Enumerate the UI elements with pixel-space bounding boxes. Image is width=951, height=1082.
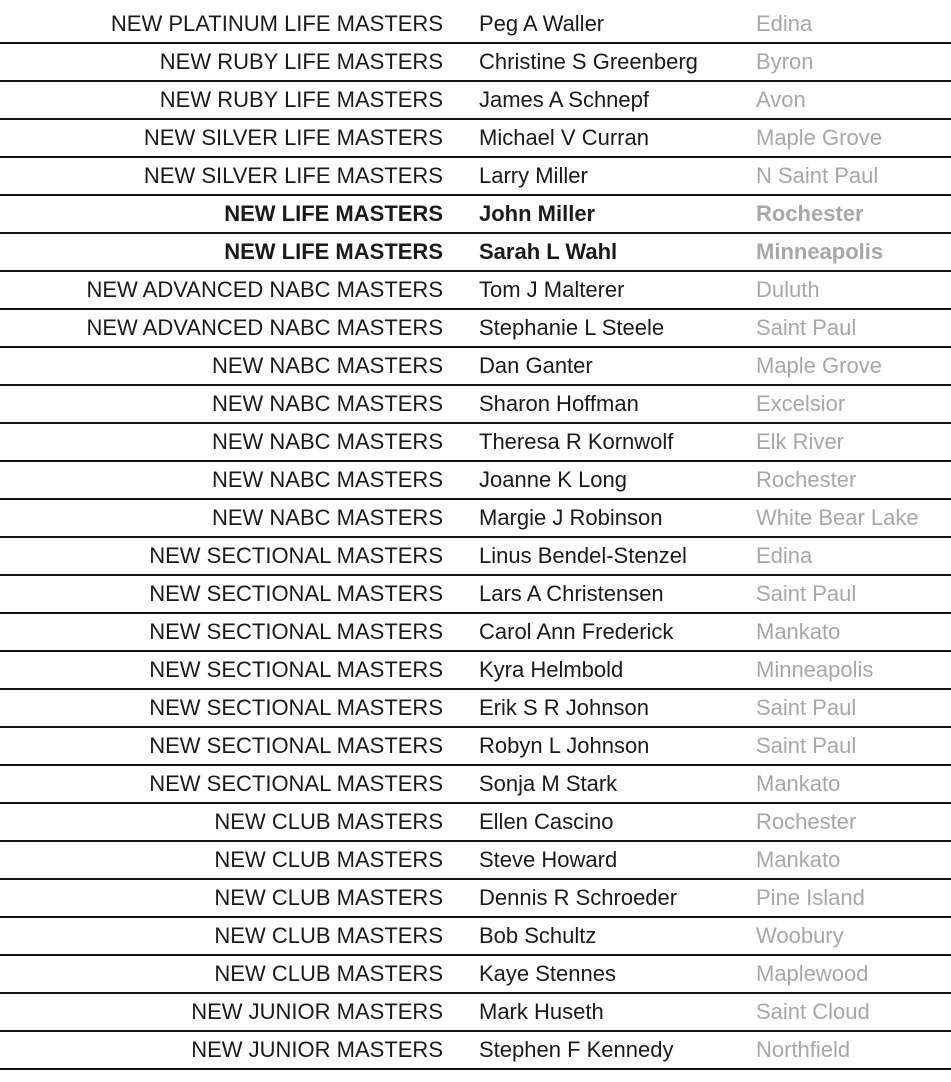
table-row <box>0 690 951 728</box>
rank-cell: NEW SECTIONAL MASTERS <box>149 733 443 758</box>
player-name-cell: Dennis R Schroeder <box>479 885 678 910</box>
player-name-cell: Christine S Greenberg <box>479 49 698 74</box>
city-cell: Mankato <box>756 847 841 872</box>
table-row <box>0 538 951 576</box>
city-cell: Mankato <box>756 771 841 796</box>
player-name-cell: Ellen Cascino <box>479 809 614 834</box>
city-cell: Mankato <box>756 619 841 644</box>
rank-cell: NEW SECTIONAL MASTERS <box>149 657 443 682</box>
table-row <box>0 1032 951 1070</box>
city-cell: Minneapolis <box>756 239 884 264</box>
player-name-cell: Carol Ann Frederick <box>479 619 674 644</box>
rank-cell: NEW SILVER LIFE MASTERS <box>143 163 443 188</box>
table-row <box>0 804 951 842</box>
player-name-cell: Margie J Robinson <box>479 505 663 530</box>
rank-cell: NEW CLUB MASTERS <box>214 809 443 834</box>
city-cell: Pine Island <box>756 885 865 910</box>
player-name-cell: Kyra Helmbold <box>479 657 624 682</box>
table-row <box>0 272 951 310</box>
city-cell: Duluth <box>756 277 820 302</box>
player-name-cell: Dan Ganter <box>479 353 593 378</box>
rank-cell: NEW RUBY LIFE MASTERS <box>159 87 443 112</box>
player-name-cell: Mark Huseth <box>479 999 604 1024</box>
rank-cell: NEW SECTIONAL MASTERS <box>149 771 443 796</box>
city-cell: Maplewood <box>756 961 869 986</box>
city-cell: Excelsior <box>756 391 846 416</box>
table-row <box>0 82 951 120</box>
table-row <box>0 652 951 690</box>
city-cell: Byron <box>756 49 814 74</box>
table-row <box>0 424 951 462</box>
table-row <box>0 158 951 196</box>
player-name-cell: Erik S R Johnson <box>479 695 649 720</box>
rank-cell: NEW SILVER LIFE MASTERS <box>143 125 443 150</box>
city-cell: Rochester <box>756 467 857 492</box>
rank-cell: NEW SECTIONAL MASTERS <box>149 695 443 720</box>
table-row <box>0 44 951 82</box>
player-name-cell: Sharon Hoffman <box>479 391 639 416</box>
table-row <box>0 462 951 500</box>
city-cell: Northfield <box>756 1037 851 1062</box>
rank-cell: NEW NABC MASTERS <box>211 467 443 492</box>
player-name-cell: Larry Miller <box>479 163 588 188</box>
rank-cell: NEW ADVANCED NABC MASTERS <box>86 315 443 340</box>
city-cell: Saint Paul <box>756 733 857 758</box>
city-cell: Elk River <box>756 429 845 454</box>
city-cell: Edina <box>756 11 813 36</box>
city-cell: White Bear Lake <box>756 505 919 530</box>
city-cell: N Saint Paul <box>756 163 879 188</box>
player-name-cell: Tom J Malterer <box>479 277 625 302</box>
city-cell: Saint Paul <box>756 695 857 720</box>
city-cell: Saint Paul <box>756 315 857 340</box>
table-row <box>0 576 951 614</box>
city-cell: Edina <box>756 543 813 568</box>
rank-cell: NEW JUNIOR MASTERS <box>191 999 443 1024</box>
city-cell: Rochester <box>756 201 864 226</box>
rank-cell: NEW SECTIONAL MASTERS <box>149 543 443 568</box>
player-name-cell: Sarah L Wahl <box>479 239 618 264</box>
table-row <box>0 766 951 804</box>
city-cell: Avon <box>756 87 806 112</box>
player-name-cell: Stephanie L Steele <box>479 315 665 340</box>
rank-cell: NEW ADVANCED NABC MASTERS <box>86 277 443 302</box>
player-name-cell: Lars A Christensen <box>479 581 664 606</box>
player-name-cell: John Miller <box>479 201 596 226</box>
player-name-cell: Theresa R Kornwolf <box>479 429 674 454</box>
rank-cell: NEW PLATINUM LIFE MASTERS <box>110 11 443 36</box>
table-row <box>0 348 951 386</box>
player-name-cell: Michael V Curran <box>479 125 649 150</box>
table-row <box>0 500 951 538</box>
city-cell: Saint Cloud <box>756 999 870 1024</box>
player-name-cell: Stephen F Kennedy <box>479 1037 674 1062</box>
player-name-cell: Sonja M Stark <box>479 771 618 796</box>
city-cell: Minneapolis <box>756 657 874 682</box>
table-row <box>0 728 951 766</box>
city-cell: Maple Grove <box>756 125 882 150</box>
table-row <box>0 234 951 272</box>
table-row <box>0 994 951 1032</box>
rank-cell: NEW RUBY LIFE MASTERS <box>159 49 443 74</box>
city-cell: Rochester <box>756 809 857 834</box>
rank-cell: NEW NABC MASTERS <box>211 505 443 530</box>
player-name-cell: Joanne K Long <box>479 467 628 492</box>
rank-cell: NEW NABC MASTERS <box>211 391 443 416</box>
player-name-cell: Robyn L Johnson <box>479 733 650 758</box>
city-cell: Maple Grove <box>756 353 882 378</box>
player-name-cell: Bob Schultz <box>479 923 597 948</box>
rank-cell: NEW CLUB MASTERS <box>214 885 443 910</box>
table-row <box>0 842 951 880</box>
table-row <box>0 6 951 44</box>
rank-cell: NEW CLUB MASTERS <box>214 847 443 872</box>
table-row <box>0 120 951 158</box>
rank-cell: NEW NABC MASTERS <box>211 429 443 454</box>
rank-cell: NEW CLUB MASTERS <box>214 923 443 948</box>
rank-cell: NEW LIFE MASTERS <box>224 201 443 226</box>
city-cell: Woobury <box>756 923 844 948</box>
rank-cell: NEW JUNIOR MASTERS <box>191 1037 443 1062</box>
city-cell: Saint Paul <box>756 581 857 606</box>
player-name-cell: James A Schnepf <box>479 87 649 112</box>
rank-cell: NEW NABC MASTERS <box>211 353 443 378</box>
player-name-cell: Linus Bendel-Stenzel <box>479 543 687 568</box>
rank-cell: NEW SECTIONAL MASTERS <box>149 619 443 644</box>
table-row <box>0 386 951 424</box>
table-row <box>0 310 951 348</box>
table-row <box>0 918 951 956</box>
table-row <box>0 196 951 234</box>
table-row <box>0 880 951 918</box>
player-name-cell: Steve Howard <box>479 847 618 872</box>
rank-cell: NEW SECTIONAL MASTERS <box>149 581 443 606</box>
player-name-cell: Peg A Waller <box>479 11 605 36</box>
rank-cell: NEW CLUB MASTERS <box>214 961 443 986</box>
table-row <box>0 956 951 994</box>
table-row <box>0 614 951 652</box>
player-name-cell: Kaye Stennes <box>479 961 616 986</box>
rank-cell: NEW LIFE MASTERS <box>224 239 443 264</box>
